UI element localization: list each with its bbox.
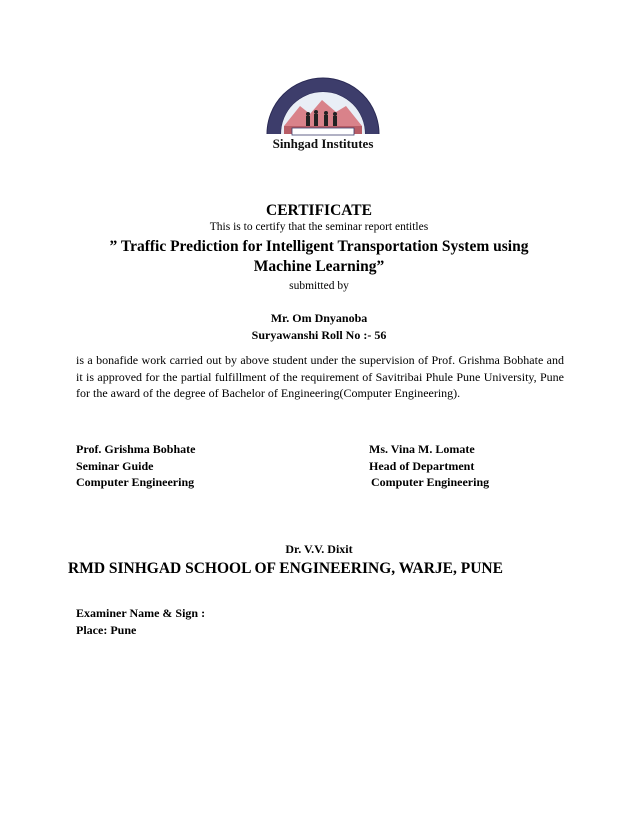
student-roll: Suryawanshi Roll No :- 56: [251, 328, 387, 342]
report-title-line1: ” Traffic Prediction for Intelligent Transportation System using: [109, 238, 529, 255]
place-label: Place: Pune: [76, 622, 137, 637]
examiner-label: Examiner Name & Sign :: [76, 606, 206, 620]
hod-role: Head of Department: [369, 458, 475, 473]
certificate-body: is a bonafide work carried out by above student under the supervision of Prof. Grishma Bobhate and it is approved for the partial fulfillment of the requirement of Savitribai Phule Pune University, Pune for the award of the degree of Bachelor of Engineering(Computer Engineering).: [76, 353, 564, 400]
principal-name: Dr. V.V. Dixit: [285, 542, 353, 556]
guide-dept: Computer Engineering: [76, 475, 195, 489]
certificate-intro: This is to certify that the seminar report entitles: [209, 221, 429, 233]
student-block: [0, 310, 638, 344]
college-name: RMD SINHGAD SCHOOL OF ENGINEERING, WARJE, PUNE: [68, 560, 503, 577]
hod-dept: Computer Engineering: [371, 475, 490, 489]
guide-signature-block: [76, 441, 195, 491]
report-title: [0, 237, 638, 277]
report-title-line2: Machine Learning”: [253, 258, 385, 275]
student-name: Mr. Om Dnyanoba: [270, 311, 368, 325]
certificate-title: CERTIFICATE: [266, 202, 372, 219]
hod-signature-block: [369, 441, 489, 491]
submitted-by: submitted by: [289, 280, 349, 292]
guide-role: Seminar Guide: [76, 458, 154, 473]
guide-name: Prof. Grishma Bobhate: [76, 442, 196, 456]
examiner-block: [76, 605, 205, 638]
hod-name: Ms. Vina M. Lomate: [369, 442, 475, 456]
institute-name: Sinhgad Institutes: [272, 136, 374, 151]
